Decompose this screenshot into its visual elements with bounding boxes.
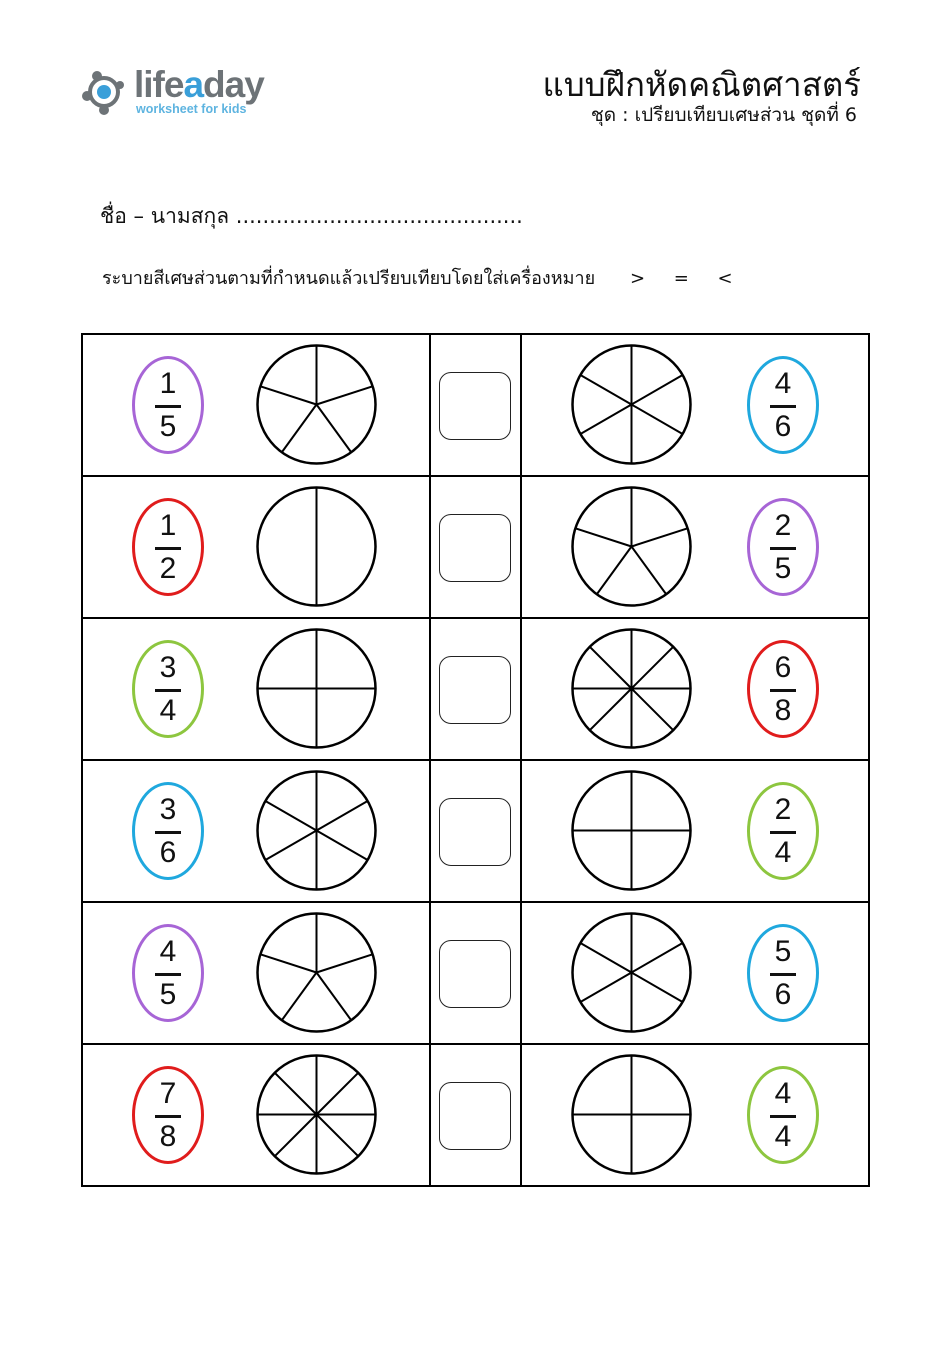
answer-box[interactable] (439, 1082, 511, 1150)
pie-slice-divider (590, 689, 632, 731)
brand-name: lifeaday (134, 64, 264, 105)
right-fraction-cell (521, 902, 869, 1044)
pie-slice-divider (632, 943, 683, 973)
pie-slice-divider (282, 973, 317, 1021)
pie-slice-divider (317, 1115, 359, 1157)
fraction-numerator: 3 (159, 792, 177, 826)
fraction-oval (747, 1066, 819, 1164)
fraction-oval (747, 356, 819, 454)
equals-symbol: = (673, 268, 689, 289)
left-fraction-cell (82, 902, 430, 1044)
fraction-numerator: 5 (774, 934, 792, 968)
answer-cell (430, 476, 521, 618)
pie-slice-divider (580, 375, 631, 405)
pie-slice-divider (317, 801, 368, 831)
pie-slice-divider (260, 386, 316, 404)
fraction-bar (155, 973, 181, 976)
left-fraction-cell (82, 1044, 430, 1186)
fraction-oval (132, 924, 204, 1022)
answer-box[interactable] (439, 798, 511, 866)
fraction-pie[interactable] (255, 769, 378, 892)
fraction-bar (155, 1115, 181, 1118)
fraction-numerator: 7 (159, 1076, 177, 1110)
fraction-bar (770, 405, 796, 408)
fraction-numerator: 1 (159, 366, 177, 400)
comparison-row (82, 1044, 869, 1186)
answer-cell (430, 1044, 521, 1186)
fraction-numerator: 1 (159, 508, 177, 542)
fraction-denominator: 5 (159, 977, 177, 1011)
pie-slice-divider (580, 943, 631, 973)
greater-than-symbol: > (630, 268, 646, 289)
pie-slice-divider (580, 405, 631, 435)
page-title: แบบฝึกหัดคณิตศาสตร์ (542, 65, 861, 104)
left-fraction-cell (82, 618, 430, 760)
fraction-oval (132, 1066, 204, 1164)
name-field-line[interactable]: ชื่อ – นามสกุล ........................................... (100, 204, 523, 228)
fraction-denominator: 5 (159, 409, 177, 443)
fraction-denominator: 4 (159, 693, 177, 727)
fraction-bar (770, 689, 796, 692)
fraction-oval (132, 498, 204, 596)
fraction-pie[interactable] (570, 1053, 693, 1176)
page-subtitle: ชุด : เปรียบเทียบเศษส่วน ชุดที่ 6 (590, 104, 857, 126)
pie-slice-divider (575, 528, 631, 546)
pie-slice-divider (597, 547, 632, 595)
pie-slice-divider (632, 647, 674, 689)
pie-slice-divider (632, 973, 683, 1003)
right-fraction-cell (521, 476, 869, 618)
pie-slice-divider (317, 831, 368, 861)
fraction-bar (155, 547, 181, 550)
fraction-oval (132, 782, 204, 880)
left-fraction-cell (82, 760, 430, 902)
fraction-oval (747, 782, 819, 880)
fraction-numerator: 4 (774, 1076, 792, 1110)
fraction-pie[interactable] (255, 1053, 378, 1176)
fraction-bar (155, 405, 181, 408)
instruction-text (102, 263, 744, 292)
comparison-row (82, 618, 869, 760)
fraction-numerator: 4 (774, 366, 792, 400)
fraction-oval (132, 640, 204, 738)
fraction-pie[interactable] (570, 911, 693, 1034)
pie-slice-divider (265, 831, 316, 861)
answer-cell (430, 334, 521, 476)
right-fraction-cell (521, 1044, 869, 1186)
fraction-oval (132, 356, 204, 454)
pie-slice-divider (265, 801, 316, 831)
fraction-pie[interactable] (255, 627, 378, 750)
fraction-pie[interactable] (570, 769, 693, 892)
less-than-symbol: < (717, 268, 733, 289)
fraction-pie[interactable] (255, 485, 378, 608)
fraction-pie[interactable] (255, 911, 378, 1034)
fraction-bar (770, 973, 796, 976)
fraction-oval (747, 640, 819, 738)
left-fraction-cell (82, 334, 430, 476)
pie-slice-divider (282, 405, 317, 453)
right-fraction-cell (521, 618, 869, 760)
fraction-numerator: 6 (774, 650, 792, 684)
pie-slice-divider (260, 954, 316, 972)
answer-box[interactable] (439, 940, 511, 1008)
fraction-denominator: 8 (159, 1119, 177, 1153)
right-fraction-cell (521, 334, 869, 476)
fraction-numerator: 3 (159, 650, 177, 684)
brand-tagline: worksheet for kids (136, 102, 247, 116)
pie-slice-divider (275, 1115, 317, 1157)
fraction-denominator: 8 (774, 693, 792, 727)
comparison-row (82, 334, 869, 476)
fraction-numerator: 4 (159, 934, 177, 968)
fraction-denominator: 5 (774, 551, 792, 585)
brand-logo (80, 64, 280, 124)
fraction-pie[interactable] (255, 343, 378, 466)
fraction-pie[interactable] (570, 485, 693, 608)
fraction-bar (155, 689, 181, 692)
instruction-label: ระบายสีเศษส่วนตามที่กำหนดแล้วเปรียบเทียบโดยใส่เครื่องหมาย (102, 268, 596, 289)
fraction-denominator: 2 (159, 551, 177, 585)
fraction-bar (770, 831, 796, 834)
comparison-row (82, 476, 869, 618)
pie-slice-divider (317, 954, 373, 972)
left-fraction-cell (82, 476, 430, 618)
fraction-denominator: 4 (774, 1119, 792, 1153)
pie-slice-divider (317, 973, 352, 1021)
answer-cell (430, 902, 521, 1044)
fraction-denominator: 6 (774, 977, 792, 1011)
comparison-row (82, 760, 869, 902)
fraction-numerator: 2 (774, 792, 792, 826)
pie-slice-divider (632, 405, 683, 435)
fraction-denominator: 6 (774, 409, 792, 443)
pie-slice-divider (632, 689, 674, 731)
pie-slice-divider (580, 973, 631, 1003)
pie-slice-divider (590, 647, 632, 689)
fraction-bar (770, 547, 796, 550)
answer-box[interactable] (439, 656, 511, 724)
answer-cell (430, 618, 521, 760)
fraction-oval (747, 924, 819, 1022)
pie-slice-divider (317, 405, 352, 453)
pie-slice-divider (632, 528, 688, 546)
answer-box[interactable] (439, 514, 511, 582)
answer-cell (430, 760, 521, 902)
pie-slice-divider (632, 375, 683, 405)
comparison-row (82, 902, 869, 1044)
comparison-grid (81, 333, 870, 1187)
fraction-bar (155, 831, 181, 834)
pie-slice-divider (632, 547, 667, 595)
pie-slice-divider (317, 1073, 359, 1115)
fraction-oval (747, 498, 819, 596)
fraction-denominator: 6 (159, 835, 177, 869)
pie-slice-divider (275, 1073, 317, 1115)
fraction-numerator: 2 (774, 508, 792, 542)
molecule-logo-icon (80, 66, 132, 118)
fraction-denominator: 4 (774, 835, 792, 869)
answer-box[interactable] (439, 372, 511, 440)
fraction-pie[interactable] (570, 343, 693, 466)
right-fraction-cell (521, 760, 869, 902)
fraction-pie[interactable] (570, 627, 693, 750)
fraction-bar (770, 1115, 796, 1118)
pie-slice-divider (317, 386, 373, 404)
